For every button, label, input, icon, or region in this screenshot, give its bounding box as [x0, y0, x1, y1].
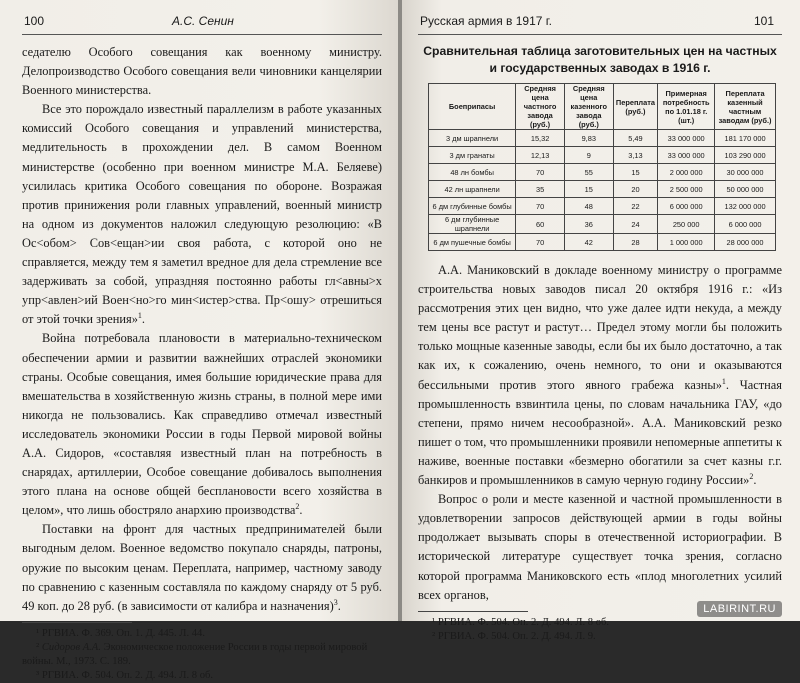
- left-page: [0, 0, 398, 682]
- table-cell: 1 000 000: [658, 234, 715, 251]
- table-cell: 132 000 000: [715, 198, 776, 215]
- watermark-logo: LABIRINT.RU: [697, 601, 782, 617]
- table-cell: 2 000 000: [658, 164, 715, 181]
- column-header: Переплата казенный частным заводам (руб.): [715, 84, 776, 130]
- table-cell: 22: [613, 198, 658, 215]
- column-header: Переплата (руб.): [613, 84, 658, 130]
- table-cell: 9,83: [564, 130, 613, 147]
- table-cell: 6 000 000: [715, 215, 776, 234]
- table-cell: 2 500 000: [658, 181, 715, 198]
- footnote-ref: 2: [295, 502, 300, 512]
- table-row: [429, 234, 776, 251]
- table-row: [429, 130, 776, 147]
- footnote-rule: [418, 611, 528, 612]
- table-cell: 28 000 000: [715, 234, 776, 251]
- page-number: 100: [24, 14, 45, 28]
- right-page: [402, 0, 800, 643]
- table-cell: 15: [564, 181, 613, 198]
- column-header: Примерная потребность по 1.01.18 г. (шт.): [658, 84, 715, 130]
- running-title: Русская армия в 1917 г.: [420, 14, 553, 28]
- right-running-head: [418, 12, 782, 35]
- table-cell: 24: [613, 215, 658, 234]
- left-footnotes: [22, 627, 382, 683]
- table-cell: 12,13: [516, 147, 565, 164]
- table-row: [429, 147, 776, 164]
- ammo-name-cell: 6 дм пушечные бомбы: [429, 234, 516, 251]
- table-row: [429, 215, 776, 234]
- ammo-name-cell: 3 дм гранаты: [429, 147, 516, 164]
- column-header: Средняя цена частного завода (руб.): [516, 84, 565, 130]
- paragraph: седателю Особого совещания как военному министру. Делопроизводство Особого совещания вели чиновники канцелярии Военного министерства.: [22, 45, 382, 98]
- running-title: А.С. Сенин: [172, 14, 234, 28]
- column-header: Средняя цена казенного завода (руб.): [564, 84, 613, 130]
- column-header: Боеприпасы: [429, 84, 516, 130]
- table-cell: 181 170 000: [715, 130, 776, 147]
- table-cell: 250 000: [658, 215, 715, 234]
- ammo-name-cell: 42 лн шрапнели: [429, 181, 516, 198]
- table-cell: 20: [613, 181, 658, 198]
- table-cell: 70: [516, 164, 565, 181]
- table-cell: 35: [516, 181, 565, 198]
- table-cell: 9: [564, 147, 613, 164]
- page-number: 101: [753, 14, 774, 28]
- paragraph: А.А. Маниковский в докладе военному министру о программе строительства новых заводов писал 20 октября 1916 г.: «Из рассмотрения этих цен видно, что уже далее идти некуда, а между тем цены все растут и растут… Предел этому могли бы положить только мощные казенные заводы, если бы их было достаточно, а так как их, к сожалению, очень немного, то они и оказываются бессильными против этого явного грабежа казны»$^1$. Частная промышленность взвинтила цены, по словам начальника ГАУ, «до степени, прямо ничем несообразной». А.А. Маниковский резко пишет о том, что промышленники проявили непомерные аппетиты к наживе, военные поставки «безмерно обогатили за счет казны г.г. банкиров и промышленников в самую черную годину России»$^2$.: [418, 263, 782, 488]
- table-cell: 42: [564, 234, 613, 251]
- table-header-row: [429, 84, 776, 130]
- table-cell: 70: [516, 198, 565, 215]
- table-cell: 36: [564, 215, 613, 234]
- table-cell: 55: [564, 164, 613, 181]
- paragraph: Все это порождало известный параллелизм в работе указанных комиссий Особого совещания и управлений министерства, медлительность в прохождении дел. В самом Военном министерстве (особенно при военном министре М.А. Беляеве) усилилась критика Особого совещания по обороне. Возражая против принижения роли главных управлений, военный министр на одном из документов наложил следующую резолюцию: «В Ос<обом> Сов<ещан>ии своя работа, с которой оно не справляется, между тем я заметил вредное для дела стремление все задерживать за собой, упраздняя постоянно работы гл<авны>х упр<авлен>ий Воен<но>го мин<истер>ства. Пр<ошу> отрешиться от этой точки зрения»$^1$.: [22, 102, 382, 327]
- ammo-name-cell: 6 дм глубинные шрапнели: [429, 215, 516, 234]
- table-row: [429, 164, 776, 181]
- left-body-text: [22, 43, 382, 616]
- paragraph: Война потребовала плановости в материально-техническом обеспечении армии и развитии важнейших отраслей экономики страны. Особые совещания, имея большие юридические права для вмешательства в хозяйственную жизнь страны, в полной мере ими никогда не пользовались. Как справедливо отмечал известный исследователь экономики России в годы Первой мировой войны А.А. Сидоров, «составляя известный план на потребность в снарядах, артиллерии, Особое совещание добивалось выполнения этого плана на основе общей бесплановости всего хозяйства в целом», что лишь обостряло анархию производства$^2$.: [22, 331, 382, 518]
- table-row: [429, 198, 776, 215]
- table-cell: 15: [613, 164, 658, 181]
- table-row: [429, 181, 776, 198]
- footnote: ³ РГВИА. Ф. 504. Оп. 2. Д. 494. Л. 8 об.: [36, 670, 214, 682]
- footnote-rule: [22, 622, 132, 623]
- footnote: ¹ РГВИА. Ф. 504. Оп. 2. Д. 494. Л. 8 об.: [432, 616, 610, 628]
- table-cell: 5,49: [613, 130, 658, 147]
- table-title: Сравнительная таблица заготовительных цен на частных и государственных заводах в 1916 г.: [423, 44, 777, 75]
- footnote-ref: 1: [137, 311, 142, 321]
- right-footnotes: [418, 616, 782, 644]
- ammo-name-cell: 48 лн бомбы: [429, 164, 516, 181]
- paragraph: Поставки на фронт для частных предпринимателей были выгодным делом. Военное ведомство покупало снаряды, патроны, оружие по высоким ценам. Переплата, например, частному заводу по сравнению с казенным составляла по каждому снаряду от 5 руб. 49 коп. до 28 руб. (в зависимости от калибра и назначения)$^3$.: [22, 522, 382, 613]
- left-running-head: [22, 12, 382, 35]
- table-cell: 33 000 000: [658, 130, 715, 147]
- ammo-name-cell: 3 дм шрапнели: [429, 130, 516, 147]
- footnote: ¹ РГВИА. Ф. 369. Оп. 1. Д. 445. Л. 44.: [36, 627, 206, 639]
- table-cell: 28: [613, 234, 658, 251]
- table-cell: 70: [516, 234, 565, 251]
- table-cell: 48: [564, 198, 613, 215]
- footnote-ref: 2: [749, 471, 754, 481]
- table-cell: 6 000 000: [658, 198, 715, 215]
- table-cell: 60: [516, 215, 565, 234]
- paragraph: Вопрос о роли и месте казенной и частной промышленности в удовлетворении запросов действующей армии в годы войны продолжает вызывать споры в отечественной историографии. В исторической литературе существует точка зрения, согласно которой программа Маниковского есть «плод многолетних усилий всех органов,: [418, 492, 782, 602]
- footnote-ref: 3: [333, 597, 338, 607]
- footnote: ² Сидоров А.А. Экономическое положение России в годы первой мировой войны. М., 1973. С. 189.: [22, 642, 368, 667]
- table-cell: 33 000 000: [658, 147, 715, 164]
- footnote-ref: 1: [721, 376, 726, 386]
- footnote: ² РГВИА. Ф. 504. Оп. 2. Д. 494. Л. 9.: [432, 631, 596, 643]
- table-cell: 15,32: [516, 130, 565, 147]
- table-cell: 50 000 000: [715, 181, 776, 198]
- right-body-text: [418, 261, 782, 605]
- table-cell: 30 000 000: [715, 164, 776, 181]
- table-cell: 3,13: [613, 147, 658, 164]
- ammo-name-cell: 6 дм глубинные бомбы: [429, 198, 516, 215]
- price-comparison-table: [428, 83, 776, 251]
- table-cell: 103 290 000: [715, 147, 776, 164]
